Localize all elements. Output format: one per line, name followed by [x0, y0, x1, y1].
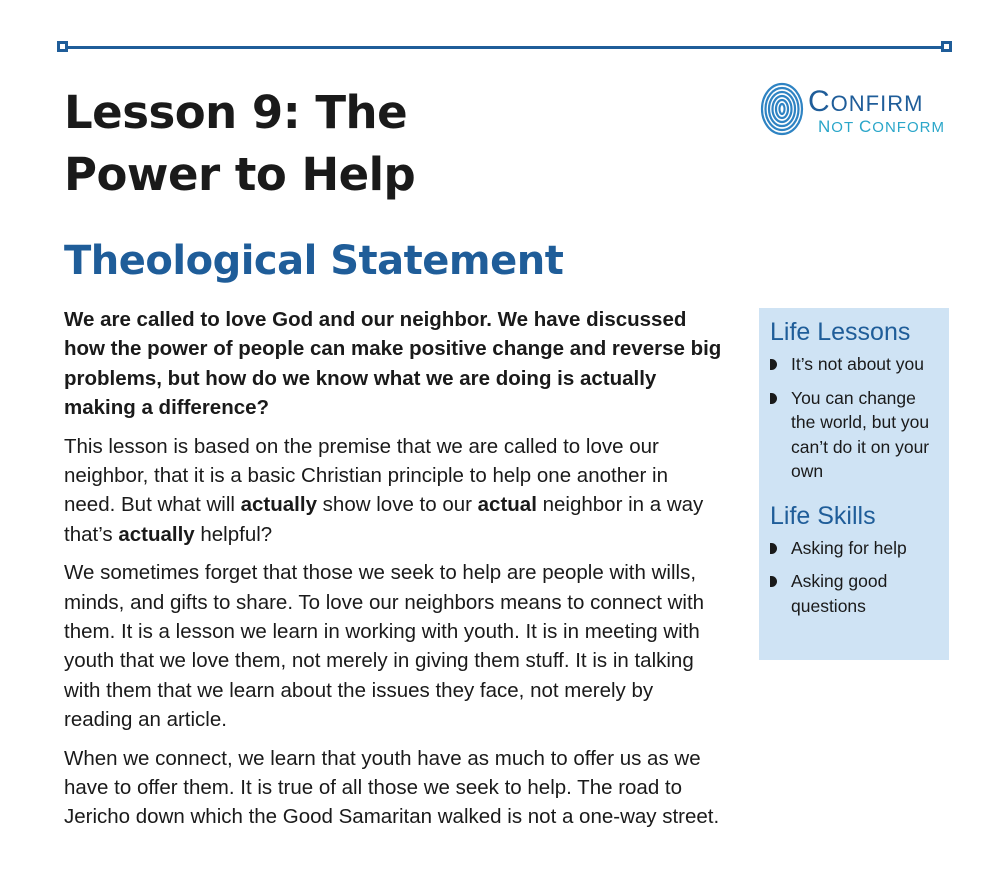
- bullet-icon: [770, 576, 777, 587]
- list-item: Asking good questions: [770, 569, 939, 618]
- sidebar-box: [759, 308, 949, 660]
- section-heading: Theological Statement: [64, 238, 564, 284]
- fingerprint-icon: [760, 82, 804, 136]
- bullet-icon: [770, 393, 777, 404]
- rule-handle-left[interactable]: [57, 41, 68, 52]
- logo-tagline: NOT CONFORM: [818, 117, 945, 136]
- main-text: [64, 305, 724, 841]
- confirm-logo: [760, 82, 955, 138]
- bullet-icon: [770, 543, 777, 554]
- life-skills-heading: Life Skills: [770, 501, 876, 530]
- life-lessons-list: [770, 352, 939, 484]
- list-item: You can change the world, but you can’t do it on your own: [770, 386, 939, 484]
- list-item: Asking for help: [770, 536, 939, 561]
- life-lessons-heading: Life Lessons: [770, 318, 911, 346]
- list-item: It’s not about you: [770, 352, 939, 377]
- paragraph-1: This lesson is based on the premise that we are called to love our neighbor, that it is a basic Christian principle to help one another in need. But what will actually show love to our actual neighbor in a way that’s actually helpful?: [64, 434, 704, 546]
- life-skills-list: [770, 536, 939, 619]
- paragraph-2: We sometimes forget that those we seek to help are people with wills, minds, and gifts to share. To love our neighbors means to connect with them. It is a lesson we learn in working with youth. It is in meeting with youth that we love them, not merely in giving them stuff. It is in talking with them that we learn about the issues they face, not merely by reading an article.: [64, 561, 705, 731]
- bullet-icon: [770, 359, 777, 370]
- intro-paragraph: We are called to love God and our neighbor. We have discussed how the power of people can make positive change and reverse big problems, but how do we know what we are doing is actually making a difference?: [64, 308, 722, 419]
- lesson-title-line-1: Lesson 9: The: [64, 86, 408, 139]
- logo-wordmark: CONFIRM: [808, 85, 924, 118]
- lesson-title-line-2: Power to Help: [64, 148, 416, 201]
- lesson-title: [64, 82, 564, 206]
- top-rule: [64, 46, 949, 49]
- rule-handle-right[interactable]: [941, 41, 952, 52]
- paragraph-3: When we connect, we learn that youth have as much to offer us as we have to offer them. It is true of all those we seek to help. The road to Jericho down which the Good Samaritan walked is not a one-way street.: [64, 746, 720, 829]
